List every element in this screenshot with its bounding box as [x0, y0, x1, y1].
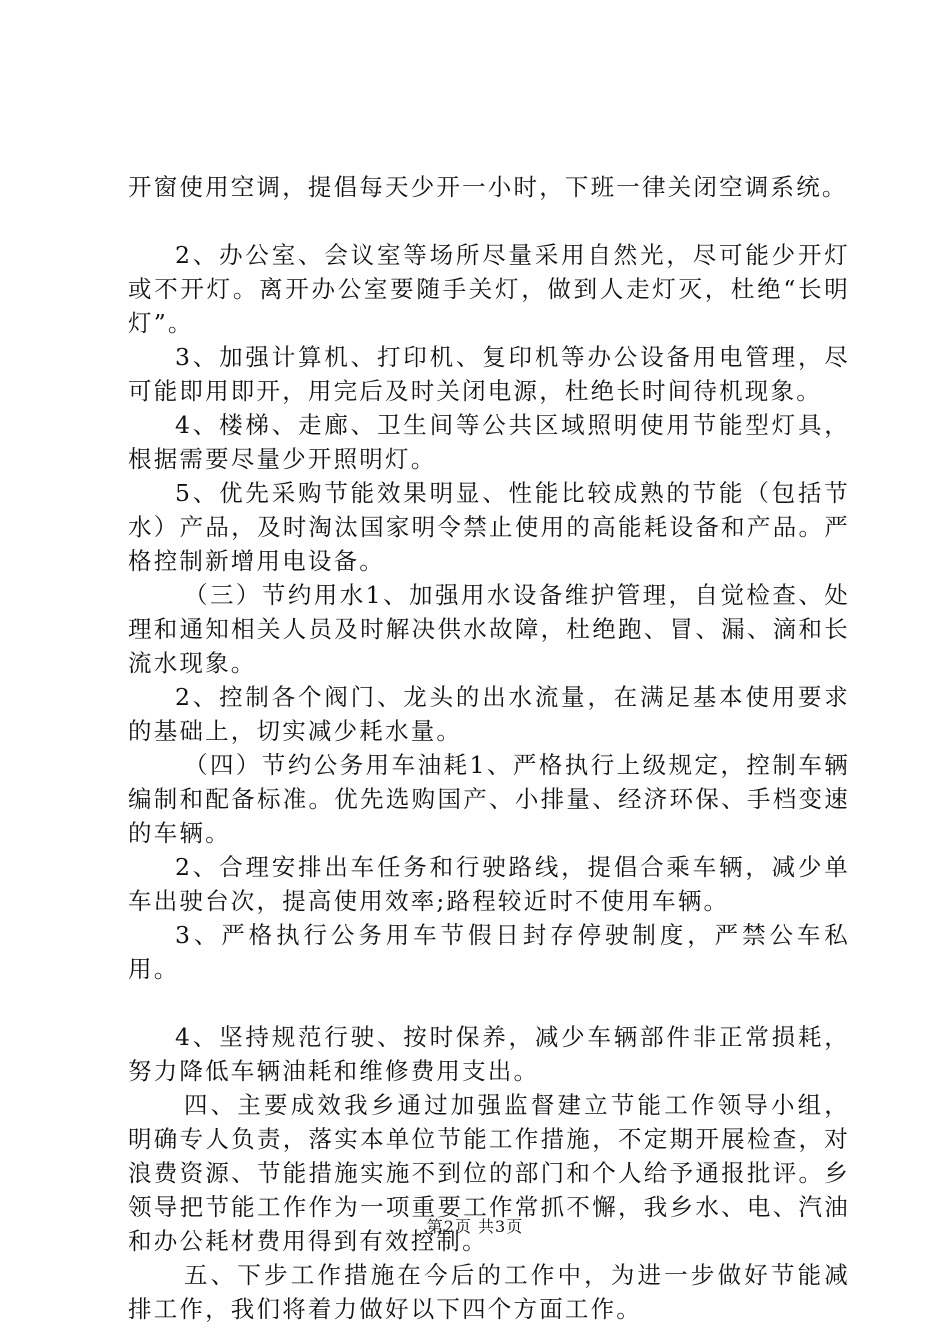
paragraph-vehicle-fuel: （四）节约公务用车油耗1、严格执行上级规定，控制车辆编制和配备标准。优先选购国产、小排量、经济环保、手档变速的车辆。 — [128, 751, 850, 847]
paragraph-results: 四、主要成效我乡通过加强监督建立节能工作领导小组，明确专人负责，落实本单位节能工作措施，不定期开展检查，对浪费资源、节能措施实施不到位的部门和个人给予通报批评。乡领导把节能工作作为一项重要工作常抓不懈，我乡水、电、汽油和办公耗材费用得到有效控制。 — [128, 1091, 850, 1255]
paragraph-office-equipment: 3、加强计算机、打印机、复印机等办公设备用电管理，尽可能即用即开，用完后及时关闭电源，杜绝长时间待机现象。 — [128, 343, 850, 405]
paragraph-procurement: 5、优先采购节能效果明显、性能比较成熟的节能（包括节水）产品，及时淘汰国家明令禁止使用的高能耗设备和产品。严格控制新增用电设备。 — [128, 479, 850, 575]
paragraph-vehicle-holiday: 3、严格执行公务用车节假日封存停驶制度，严禁公车私用。 — [128, 921, 850, 983]
paragraph-vehicle-scheduling: 2、合理安排出车任务和行驶路线，提倡合乘车辆，减少单车出驶台次，提高使用效率;路程较近时不使用车辆。 — [128, 853, 850, 915]
paragraph-lighting-natural: 2、办公室、会议室等场所尽量采用自然光，尽可能少开灯或不开灯。离开办公室要随手关灯，做到人走灯灭，杜绝“长明灯”。 — [128, 241, 850, 337]
paragraph-vehicle-maintenance: 4、坚持规范行驶、按时保养，减少车辆部件非正常损耗，努力降低车辆油耗和维修费用支出。 — [128, 1023, 850, 1085]
page-number-footer: 第2页 共3页 — [426, 1217, 524, 1236]
document-body — [128, 170, 850, 1326]
paragraph-water-saving: （三）节约用水1、加强用水设备维护管理，自觉检查、处理和通知相关人员及时解决供水故障，杜绝跑、冒、漏、滴和长流水现象。 — [128, 581, 850, 677]
paragraph-ac-continuation: 开窗使用空调，提倡每天少开一小时，下班一律关闭空调系统。 — [128, 173, 848, 201]
paragraph-valve-control: 2、控制各个阀门、龙头的出水流量，在满足基本使用要求的基础上，切实减少耗水量。 — [128, 683, 850, 745]
paragraph-next-steps: 五、下步工作措施在今后的工作中，为进一步做好节能减排工作，我们将着力做好以下四个方面工作。 — [128, 1261, 850, 1323]
paragraph-public-lighting: 4、楼梯、走廊、卫生间等公共区域照明使用节能型灯具，根据需要尽量少开照明灯。 — [128, 411, 850, 473]
